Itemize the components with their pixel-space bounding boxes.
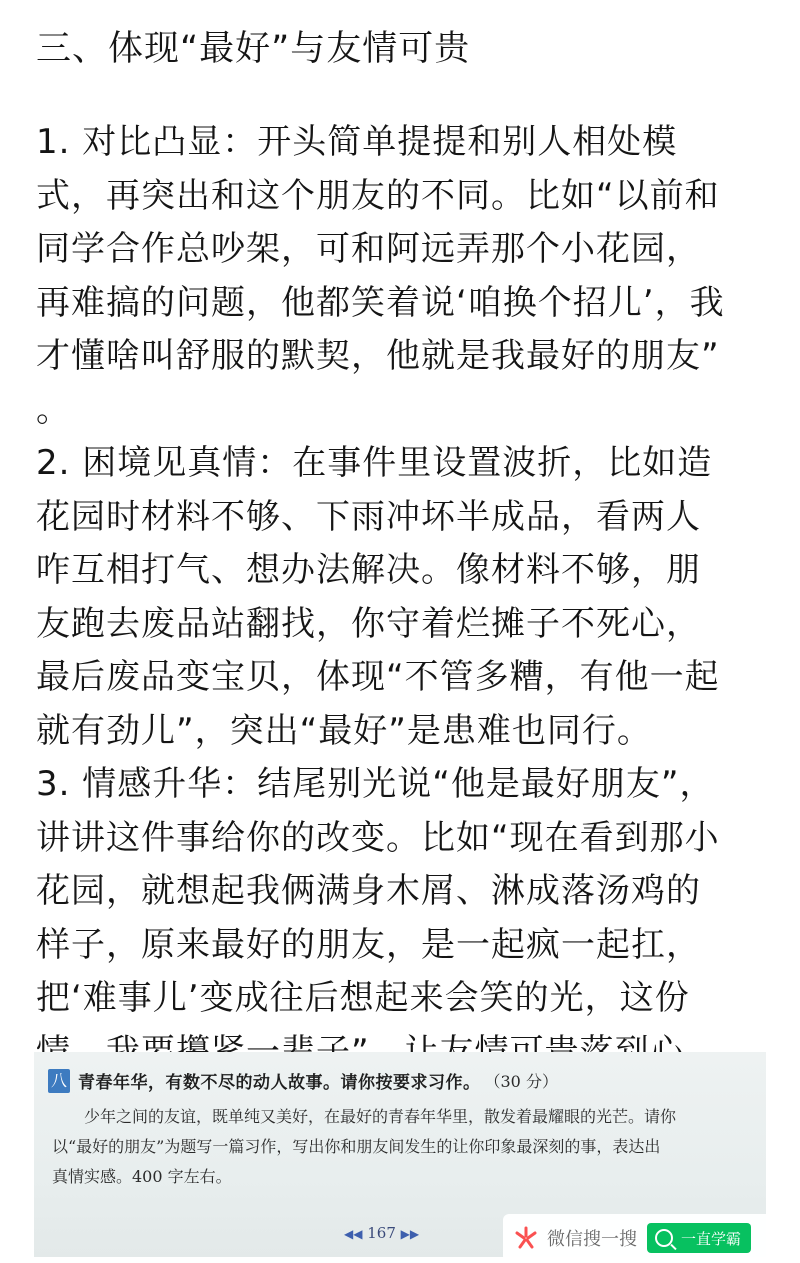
question-score: （30 分） [484, 1072, 558, 1091]
next-arrow-icon: ▶▶ [400, 1227, 420, 1241]
body-line: 把‘难事儿’变成往后想起来会笑的光，这份 [36, 978, 690, 1018]
question-prompt: 青春年华，有数不尽的动人故事。请你按要求习作。 [78, 1073, 481, 1093]
body-line: 花园，就想起我俩满身木屑、淋成落汤鸡的 [36, 871, 701, 911]
question-body [52, 1102, 766, 1192]
body-line: 才懂啥叫舒服的默契，他就是我最好的朋友” [36, 336, 720, 376]
body-line: 样子，原来最好的朋友，是一起疯一起扛， [36, 924, 701, 965]
body-line: 友跑去废品站翻找，你守着烂摊子不死心， [36, 603, 701, 644]
watermark-account-name: 一直学霸 [681, 1229, 742, 1248]
body-line: 再难搞的问题，他都笑着说‘咱换个招儿’，我 [36, 282, 725, 323]
body-line: 1. 对比凸显：开头简单提提和别人相处模 [36, 122, 678, 162]
question-line: 以“最好的朋友”为题写一篇习作，写出你和朋友间发生的让你印象最深刻的事，表达出 [52, 1137, 661, 1156]
section-heading: 三、体现“最好”与友情可贵 [36, 29, 471, 69]
article-body [36, 116, 776, 1133]
body-line: 最后废品变宝贝，体现“不管多糟，有他一起 [36, 657, 720, 697]
body-line: 。 [36, 389, 71, 430]
body-line: 2. 困境见真情：在事件里设置波折，比如造 [36, 443, 713, 483]
body-line: 3. 情感升华：结尾别光说“他是最好朋友”， [36, 764, 715, 804]
page-number: 167 [367, 1224, 396, 1242]
page-number-nav [344, 1224, 419, 1242]
question-title [48, 1068, 558, 1093]
prev-arrow-icon: ◀◀ [344, 1227, 363, 1241]
watermark-search-pill [647, 1223, 751, 1253]
body-line: 式，再突出和这个朋友的不同。比如“以前和 [36, 175, 720, 216]
wechat-search-watermark [503, 1214, 797, 1262]
wechat-search-logo-icon [511, 1223, 541, 1253]
search-icon [655, 1229, 673, 1247]
body-line: 就有劲儿”，突出“最好”是患难也同行。 [36, 710, 652, 751]
watermark-search-label: 微信搜一搜 [547, 1229, 637, 1250]
question-line: 少年之间的友谊，既单纯又美好，在最好的青春年华里，散发着最耀眼的光芒。请你 [84, 1107, 677, 1126]
body-line: 讲讲这件事给你的改变。比如“现在看到那小 [36, 817, 720, 858]
body-line: 咋互相打气、想办法解决。像材料不够，朋 [36, 550, 701, 590]
question-number-tag: 八 [48, 1069, 70, 1093]
body-line: 同学合作总吵架，可和阿远弄那个小花园， [36, 229, 701, 269]
question-line: 真情实感。400 字左右。 [52, 1167, 232, 1186]
body-line: 花园时材料不够、下雨冲坏半成品，看两人 [36, 496, 701, 537]
